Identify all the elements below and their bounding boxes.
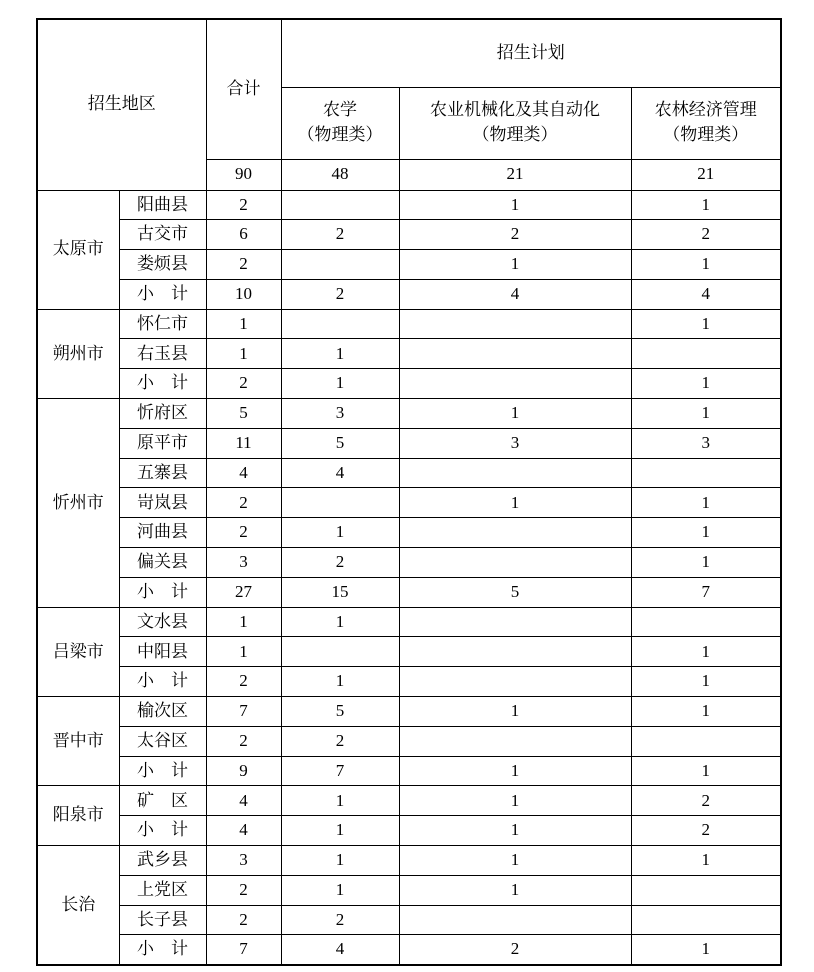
value-cell: 3 <box>399 428 631 458</box>
value-cell: 7 <box>631 577 781 607</box>
value-cell: 1 <box>631 399 781 429</box>
subtotal-row <box>37 369 781 399</box>
value-cell: 2 <box>206 190 281 220</box>
value-cell: 2 <box>281 220 399 250</box>
table-row <box>37 190 781 220</box>
value-cell: 10 <box>206 279 281 309</box>
value-cell: 1 <box>631 548 781 578</box>
value-cell <box>281 190 399 220</box>
value-cell: 1 <box>281 667 399 697</box>
table-row <box>37 875 781 905</box>
value-cell: 3 <box>631 428 781 458</box>
value-cell: 1 <box>631 935 781 965</box>
value-cell <box>399 369 631 399</box>
value-cell: 1 <box>631 518 781 548</box>
value-cell: 2 <box>281 279 399 309</box>
value-cell <box>631 339 781 369</box>
major-header-mechanization <box>399 87 631 159</box>
value-cell <box>631 607 781 637</box>
value-cell: 1 <box>399 250 631 280</box>
value-cell: 2 <box>631 220 781 250</box>
value-cell: 2 <box>631 816 781 846</box>
table-row <box>37 220 781 250</box>
value-cell: 4 <box>206 786 281 816</box>
value-cell: 1 <box>631 190 781 220</box>
value-cell <box>281 309 399 339</box>
value-cell: 1 <box>631 697 781 727</box>
value-cell <box>399 548 631 578</box>
value-cell <box>631 875 781 905</box>
table-row <box>37 399 781 429</box>
county-cell: 矿 区 <box>119 786 206 816</box>
value-cell: 1 <box>206 339 281 369</box>
value-cell: 2 <box>206 518 281 548</box>
value-cell: 1 <box>631 637 781 667</box>
value-cell <box>281 637 399 667</box>
value-cell: 1 <box>281 816 399 846</box>
value-cell: 1 <box>399 697 631 727</box>
value-cell: 2 <box>206 905 281 935</box>
county-cell: 右玉县 <box>119 339 206 369</box>
value-cell: 7 <box>206 697 281 727</box>
table-row <box>37 309 781 339</box>
major-type: （物理类） <box>472 125 558 144</box>
value-cell: 1 <box>399 399 631 429</box>
value-cell <box>631 726 781 756</box>
county-cell: 小 计 <box>119 369 206 399</box>
table-row <box>37 786 781 816</box>
county-cell: 怀仁市 <box>119 309 206 339</box>
table-row <box>37 339 781 369</box>
value-cell: 1 <box>281 607 399 637</box>
value-cell: 1 <box>281 518 399 548</box>
county-cell: 小 计 <box>119 756 206 786</box>
city-cell-shuozhou: 朔州市 <box>37 309 119 398</box>
value-cell: 9 <box>206 756 281 786</box>
county-cell: 岢岚县 <box>119 488 206 518</box>
table-row <box>37 488 781 518</box>
value-cell <box>399 607 631 637</box>
table-row <box>37 637 781 667</box>
city-cell-changzhi: 长治 <box>37 846 119 965</box>
table-row <box>37 846 781 876</box>
value-cell <box>399 309 631 339</box>
major-name: 农业机械化及其自动化 <box>430 100 600 120</box>
table-row <box>37 548 781 578</box>
value-cell: 1 <box>631 756 781 786</box>
county-cell: 长子县 <box>119 905 206 935</box>
county-cell: 小 计 <box>119 935 206 965</box>
value-cell: 1 <box>631 250 781 280</box>
value-cell: 27 <box>206 577 281 607</box>
value-cell <box>281 488 399 518</box>
value-cell: 4 <box>206 458 281 488</box>
major-header-economics <box>631 87 781 159</box>
county-cell: 河曲县 <box>119 518 206 548</box>
county-cell: 古交市 <box>119 220 206 250</box>
value-cell: 1 <box>631 667 781 697</box>
major-type: （物理类） <box>663 125 749 144</box>
grand-total-m2-cell: 21 <box>399 159 631 190</box>
value-cell <box>399 667 631 697</box>
county-cell: 偏关县 <box>119 548 206 578</box>
value-cell: 2 <box>206 488 281 518</box>
value-cell: 3 <box>206 548 281 578</box>
value-cell: 2 <box>206 667 281 697</box>
table-row <box>37 250 781 280</box>
county-cell: 榆次区 <box>119 697 206 727</box>
value-cell: 1 <box>206 637 281 667</box>
county-cell: 小 计 <box>119 577 206 607</box>
table-row <box>37 458 781 488</box>
value-cell <box>399 518 631 548</box>
city-cell-yangquan: 阳泉市 <box>37 786 119 846</box>
value-cell <box>631 905 781 935</box>
county-cell: 阳曲县 <box>119 190 206 220</box>
value-cell <box>281 250 399 280</box>
table-row <box>37 518 781 548</box>
value-cell: 1 <box>399 190 631 220</box>
county-cell: 上党区 <box>119 875 206 905</box>
value-cell: 1 <box>399 488 631 518</box>
major-name: 农林经济管理 <box>654 100 757 120</box>
county-cell: 文水县 <box>119 607 206 637</box>
value-cell: 2 <box>281 548 399 578</box>
value-cell: 4 <box>631 279 781 309</box>
value-cell: 1 <box>206 309 281 339</box>
region-header: 招生地区 <box>37 19 206 190</box>
value-cell: 2 <box>281 905 399 935</box>
value-cell: 2 <box>206 250 281 280</box>
value-cell: 4 <box>399 279 631 309</box>
value-cell <box>399 637 631 667</box>
subtotal-row <box>37 935 781 965</box>
value-cell <box>399 458 631 488</box>
value-cell <box>399 726 631 756</box>
table-row <box>37 428 781 458</box>
county-cell: 娄烦县 <box>119 250 206 280</box>
value-cell: 2 <box>631 786 781 816</box>
table-row <box>37 726 781 756</box>
value-cell: 1 <box>281 875 399 905</box>
county-cell: 中阳县 <box>119 637 206 667</box>
city-cell-xinzhou: 忻州市 <box>37 399 119 608</box>
county-cell: 小 计 <box>119 279 206 309</box>
value-cell: 4 <box>281 458 399 488</box>
county-cell: 原平市 <box>119 428 206 458</box>
subtotal-row <box>37 577 781 607</box>
value-cell: 1 <box>206 607 281 637</box>
table-row <box>37 697 781 727</box>
value-cell: 1 <box>631 369 781 399</box>
value-cell: 3 <box>281 399 399 429</box>
value-cell: 2 <box>281 726 399 756</box>
county-cell: 小 计 <box>119 816 206 846</box>
value-cell: 2 <box>206 369 281 399</box>
grand-total-m3-cell: 21 <box>631 159 781 190</box>
value-cell: 7 <box>281 756 399 786</box>
table-row <box>37 607 781 637</box>
plan-header: 招生计划 <box>281 19 781 87</box>
value-cell: 11 <box>206 428 281 458</box>
value-cell: 5 <box>206 399 281 429</box>
value-cell: 6 <box>206 220 281 250</box>
county-cell: 太谷区 <box>119 726 206 756</box>
enrollment-plan-table <box>36 18 782 966</box>
value-cell <box>399 905 631 935</box>
value-cell: 5 <box>281 428 399 458</box>
value-cell: 15 <box>281 577 399 607</box>
table-row <box>37 905 781 935</box>
value-cell: 1 <box>399 756 631 786</box>
county-cell: 小 计 <box>119 667 206 697</box>
value-cell: 1 <box>281 786 399 816</box>
grand-total-cell: 90 <box>206 159 281 190</box>
value-cell: 1 <box>631 488 781 518</box>
subtotal-row <box>37 816 781 846</box>
subtotal-row <box>37 667 781 697</box>
city-cell-taiyuan: 太原市 <box>37 190 119 309</box>
major-header-agronomy <box>281 87 399 159</box>
value-cell: 2 <box>206 726 281 756</box>
value-cell: 1 <box>281 846 399 876</box>
city-cell-lvliang: 吕梁市 <box>37 607 119 696</box>
subtotal-row <box>37 279 781 309</box>
value-cell: 1 <box>399 816 631 846</box>
value-cell: 1 <box>281 339 399 369</box>
value-cell: 4 <box>206 816 281 846</box>
subtotal-row <box>37 756 781 786</box>
value-cell: 2 <box>399 220 631 250</box>
major-name: 农学 <box>323 100 357 120</box>
county-cell: 五寨县 <box>119 458 206 488</box>
city-cell-jinzhong: 晋中市 <box>37 697 119 786</box>
total-header: 合计 <box>206 19 281 159</box>
value-cell: 1 <box>631 309 781 339</box>
value-cell: 5 <box>399 577 631 607</box>
value-cell: 1 <box>399 786 631 816</box>
value-cell: 1 <box>399 875 631 905</box>
value-cell: 2 <box>206 875 281 905</box>
value-cell: 1 <box>281 369 399 399</box>
value-cell <box>631 458 781 488</box>
value-cell: 2 <box>399 935 631 965</box>
county-cell: 武乡县 <box>119 846 206 876</box>
value-cell: 1 <box>399 846 631 876</box>
value-cell: 5 <box>281 697 399 727</box>
value-cell: 1 <box>631 846 781 876</box>
grand-total-m1-cell: 48 <box>281 159 399 190</box>
value-cell <box>399 339 631 369</box>
county-cell: 忻府区 <box>119 399 206 429</box>
major-type: （物理类） <box>297 125 383 144</box>
value-cell: 4 <box>281 935 399 965</box>
value-cell: 3 <box>206 846 281 876</box>
value-cell: 7 <box>206 935 281 965</box>
